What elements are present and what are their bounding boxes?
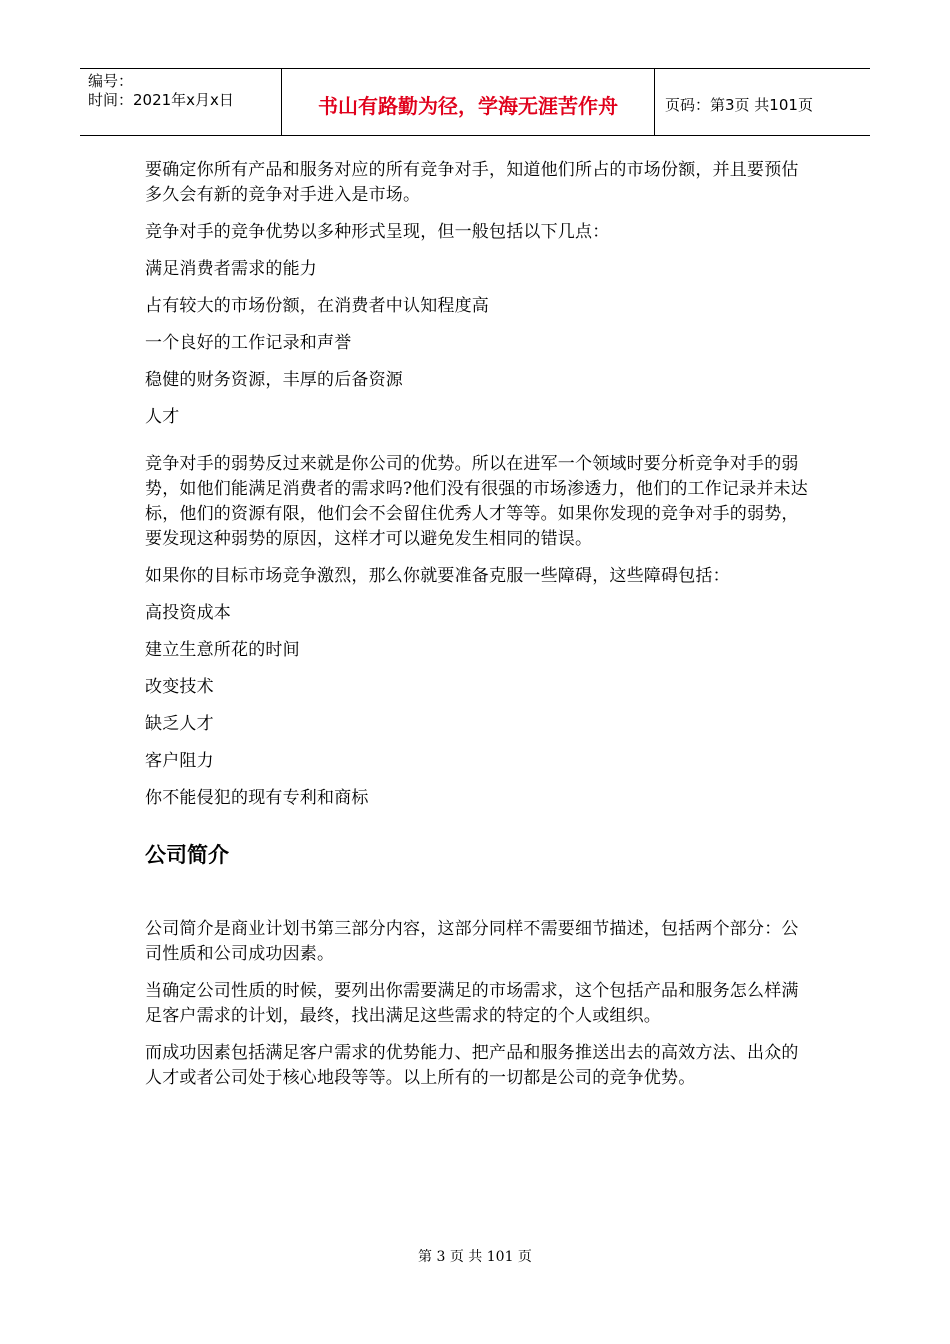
list-item: 满足消费者需求的能力	[145, 259, 317, 279]
list-item: 稳健的财务资源，丰厚的后备资源	[145, 370, 403, 390]
section-heading: 公司简介	[145, 843, 229, 867]
paragraph: 如果你的目标市场竞争激烈，那么你就要准备克服一些障碍，这些障碍包括：	[145, 566, 730, 586]
list-item: 缺乏人才	[145, 714, 214, 734]
list-item: 人才	[145, 407, 180, 427]
header-meta-cell	[80, 69, 282, 135]
paragraph: 竞争对手的竞争优势以多种形式呈现，但一般包括以下几点：	[145, 222, 610, 242]
header-page-info: 页码：第3页 共101页	[665, 95, 813, 114]
paragraph: 当确定公司性质的时候，要列出你需要满足的市场需求，这个包括产品和服务怎么样满足客户需求的计划，最终，找出满足这些需求的特定的个人或组织。	[145, 981, 799, 1026]
page-footer: 第 3 页 共 101 页	[418, 1249, 532, 1265]
header-number-label: 编号：	[88, 72, 134, 90]
list-item: 改变技术	[145, 677, 214, 697]
paragraph: 竞争对手的弱势反过来就是你公司的优势。所以在进军一个领域时要分析竞争对手的弱势，如他们能满足消费者的需求吗?他们没有很强的市场渗透力，他们的工作记录并未达标，他们的资源有限，他们会不会留住优秀人才等等。如果你发现的竞争对手的弱势，要发现这种弱势的原因，这样才可以避免发生相同的错误。	[145, 454, 808, 549]
list-item: 占有较大的市场份额，在消费者中认知程度高	[145, 296, 489, 316]
header-motto: 书山有路勤为径，学海无涯苦作舟	[282, 69, 655, 135]
list-item: 客户阻力	[145, 751, 214, 771]
list-item: 一个良好的工作记录和声誉	[145, 333, 352, 353]
list-item: 建立生意所花的时间	[145, 640, 300, 660]
list-item: 高投资成本	[145, 603, 231, 623]
paragraph: 要确定你所有产品和服务对应的所有竞争对手，知道他们所占的市场份额，并且要预估多久会有新的竞争对手进入是市场。	[145, 160, 799, 205]
paragraph: 而成功因素包括满足客户需求的优势能力、把产品和服务推送出去的高效方法、出众的人才或者公司处于核心地段等等。以上所有的一切都是公司的竞争优势。	[145, 1043, 799, 1088]
page-header	[80, 68, 870, 136]
list-item: 你不能侵犯的现有专利和商标	[145, 788, 369, 808]
paragraph: 公司简介是商业计划书第三部分内容，这部分同样不需要细节描述，包括两个部分：公司性质和公司成功因素。	[145, 919, 799, 964]
document-body	[145, 158, 815, 1103]
header-time-label: 时间：2021年x月x日	[88, 91, 234, 109]
